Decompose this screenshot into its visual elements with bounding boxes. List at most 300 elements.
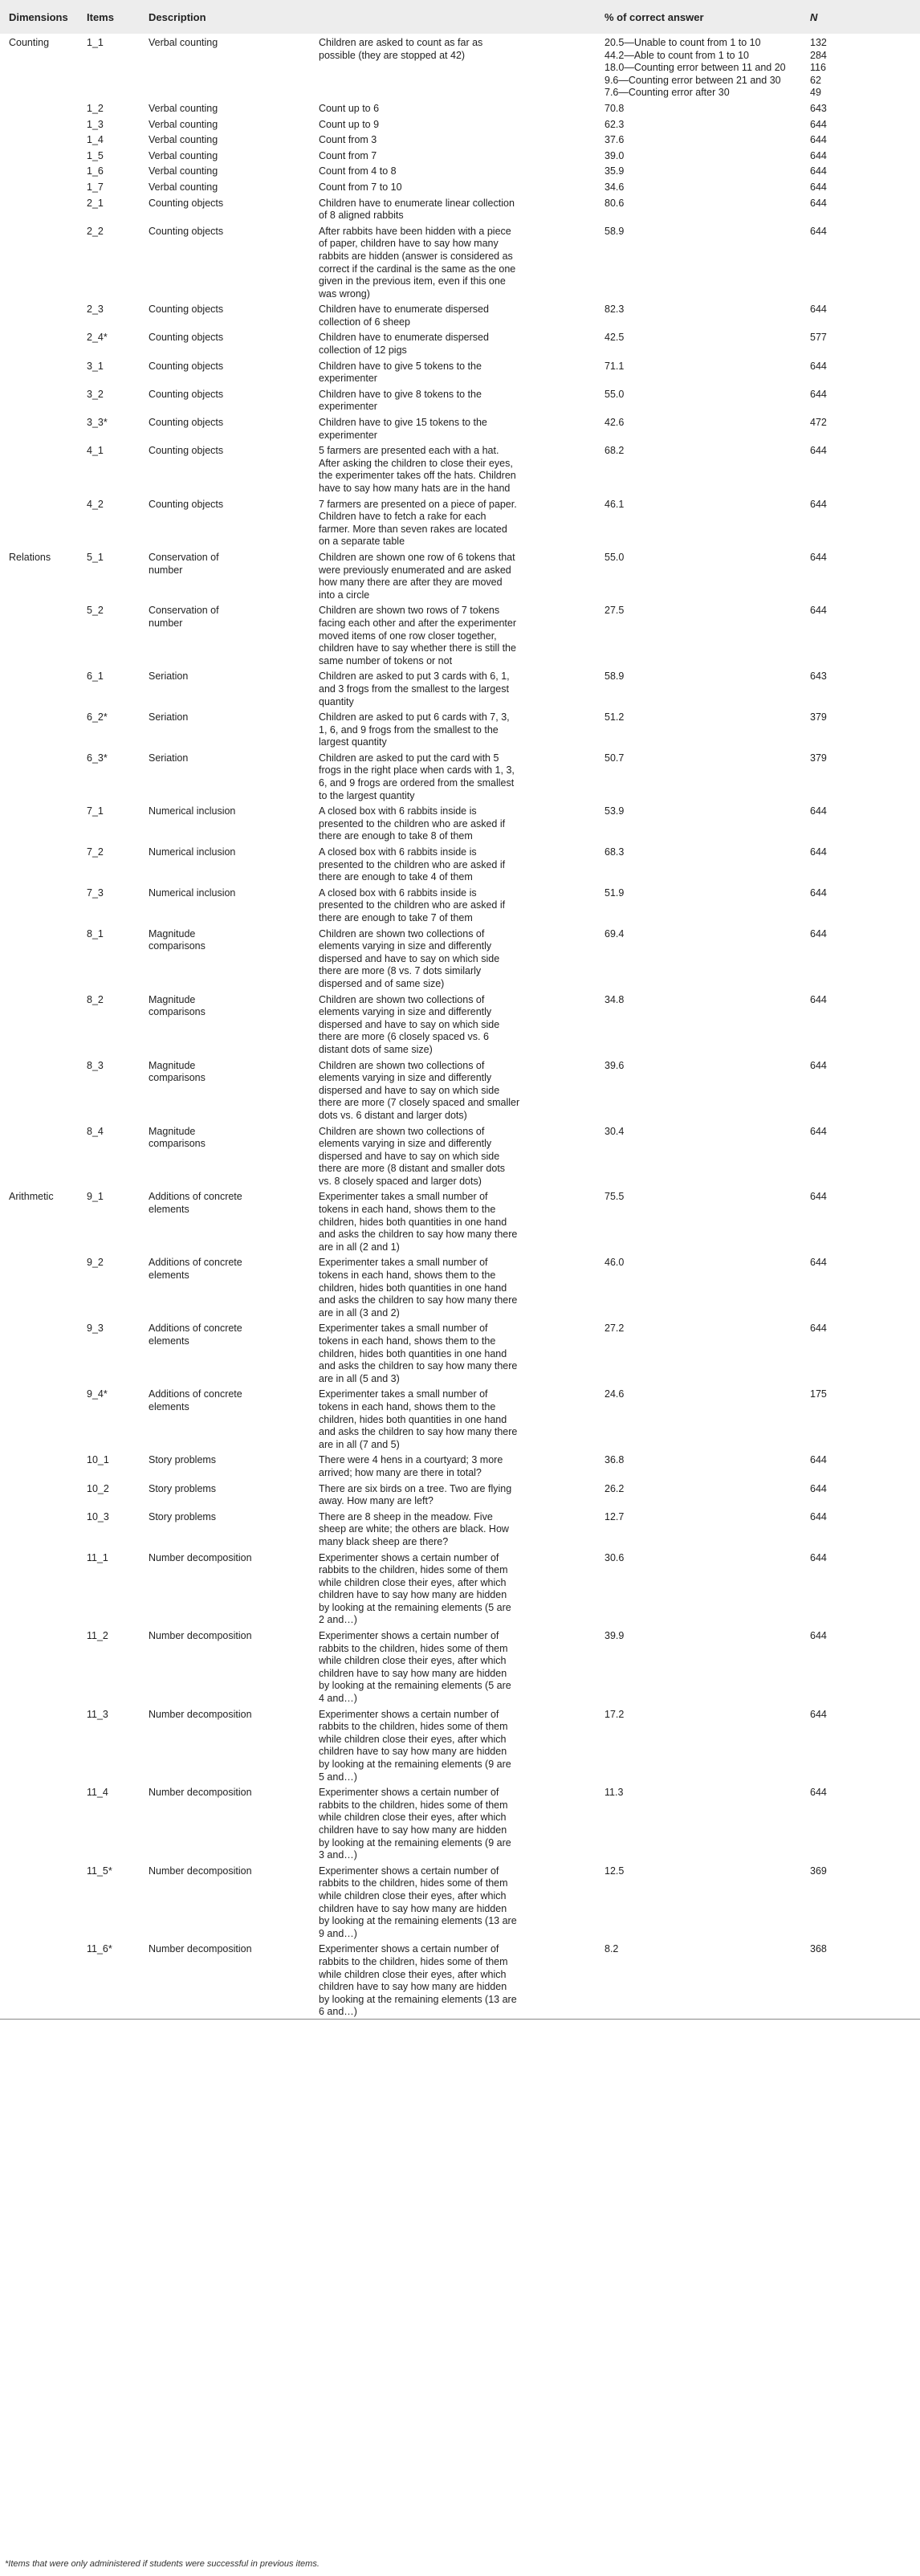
percent-correct-cell [596, 1253, 801, 1319]
n-cell-line: 644 [810, 304, 827, 316]
task-text-cell-line: Count from 7 to 10 [319, 181, 402, 193]
percent-correct-cell [596, 548, 801, 601]
dimension-cell [0, 884, 78, 925]
dimension-cell [0, 1253, 78, 1319]
task-text-cell [310, 385, 596, 414]
task-text-cell-line: tokens in each hand, shows them to the [319, 1204, 496, 1216]
description-cell: Verbal counting [149, 134, 218, 146]
description-cell: Verbal counting [149, 149, 218, 161]
item-cell: 5_2 [87, 605, 104, 617]
percent-correct-cell-line: 20.5—Unable to count from 1 to 10 [605, 37, 761, 48]
task-text-cell-line: dispersed and have to say on which side [319, 1084, 500, 1096]
n-cell-line: 644 [810, 993, 827, 1005]
item-cell: 1_3 [87, 118, 104, 130]
n-cell-line: 644 [810, 887, 827, 899]
task-text-cell-line: A closed box with 6 rabbits inside is [319, 805, 477, 817]
task-text-cell-line: Experimenter shows a certain number of [319, 1708, 499, 1720]
percent-correct-cell [596, 1319, 801, 1385]
n-cell-line: 577 [810, 332, 827, 344]
task-text-cell-line: while children close their eyes, after which [319, 1968, 507, 1980]
percent-correct-cell-line: 50.7 [605, 752, 625, 764]
task-text-cell-line: there are enough to take 4 of them [319, 871, 473, 883]
task-text-cell [310, 100, 596, 116]
task-text-cell [310, 802, 596, 843]
item-cell: 1_1 [87, 37, 104, 48]
item-cell: 3_1 [87, 360, 104, 372]
percent-correct-cell-line: 68.2 [605, 445, 625, 457]
task-text-cell [310, 1480, 596, 1508]
task-text-cell-line: frogs in the right place when cards with 1, 3, [319, 764, 515, 776]
percent-correct-cell-line: 58.9 [605, 670, 625, 683]
description-cell: Verbal counting [149, 181, 218, 193]
task-text-cell-line: Experimenter shows a certain number of [319, 1787, 499, 1799]
table-row [0, 1627, 920, 1706]
table-row [0, 843, 920, 884]
task-text-cell-line: there are more (6 closely spaced vs. 6 [319, 1031, 489, 1043]
description-cell: Counting objects [149, 360, 224, 372]
percent-correct-cell [596, 1057, 801, 1123]
task-text-cell-line: tokens in each hand, shows them to the [319, 1400, 496, 1412]
n-cell-line: 644 [810, 1257, 827, 1269]
description-cell: Number decomposition [149, 1787, 252, 1799]
task-text-cell-line: how many there are after they are moved [319, 577, 503, 589]
n-cell-line: 644 [810, 927, 827, 940]
task-text-cell-line: A closed box with 6 rabbits inside is [319, 887, 477, 899]
task-text-cell-line: children, hides both quantities in one hand [319, 1282, 507, 1294]
task-text-cell-line: while children close their eyes, after which [319, 1655, 507, 1667]
n-cell-line: 644 [810, 846, 827, 858]
task-text-cell [310, 925, 596, 991]
n-cell-line: 644 [810, 805, 827, 817]
percent-correct-cell-line: 17.2 [605, 1708, 625, 1720]
n-cell [801, 1508, 920, 1549]
dimension-cell [0, 1480, 78, 1508]
task-text-cell-line: children have to say how many are hidden [319, 1746, 507, 1758]
task-text-cell-line: the experimenter takes off the hats. Children [319, 470, 516, 482]
task-text-cell-line: elements varying in size and differently [319, 1138, 492, 1150]
item-cell: 2_3 [87, 304, 104, 316]
header-description: Description [140, 0, 310, 34]
task-text-cell-line: collection of 12 pigs [319, 344, 407, 357]
task-text-cell-line: Experimenter takes a small number of [319, 1323, 488, 1335]
item-cell: 1_5 [87, 149, 104, 161]
task-text-cell-line: After asking the children to close their eyes, [319, 457, 513, 469]
task-text-cell-line: 7 farmers are presented on a piece of paper. [319, 498, 517, 510]
n-cell [801, 1627, 920, 1706]
n-cell-line: 644 [810, 1454, 827, 1466]
n-cell [801, 884, 920, 925]
table-row [0, 357, 920, 385]
task-text-cell [310, 442, 596, 495]
task-text-cell [310, 222, 596, 301]
n-cell-line: 643 [810, 102, 827, 114]
percent-correct-cell-line: 80.6 [605, 197, 625, 209]
description-cell: Numerical inclusion [149, 846, 236, 858]
task-text-cell-line: Count from 4 to 8 [319, 165, 397, 177]
n-cell [801, 414, 920, 442]
table-row [0, 194, 920, 222]
n-cell [801, 1480, 920, 1508]
n-cell [801, 667, 920, 708]
task-text-cell-line: children have to say how many are hidden [319, 1667, 507, 1679]
task-text-cell-line: Children are shown two collections of [319, 1059, 485, 1071]
percent-correct-cell-line: 71.1 [605, 360, 625, 372]
header-dimensions: Dimensions [0, 0, 78, 34]
task-text-cell [310, 1508, 596, 1549]
task-text-cell [310, 884, 596, 925]
table-row [0, 708, 920, 749]
task-text-cell-line: and asks the children to say how many there [319, 1426, 518, 1438]
percent-correct-cell-line: 9.6—Counting error between 21 and 30 [605, 74, 781, 86]
item-cell: 2_1 [87, 197, 104, 209]
n-cell-line: 644 [810, 445, 827, 457]
task-text-cell-line: Children have to enumerate linear collection [319, 197, 515, 209]
percent-correct-cell-line: 7.6—Counting error after 30 [605, 87, 730, 99]
task-text-cell-line: Children are asked to put 3 cards with 6, 1, [319, 670, 510, 683]
description-cell: Magnitude comparisons [149, 927, 206, 952]
percent-correct-cell-line: 37.6 [605, 134, 625, 146]
task-text-cell-line: many black sheep are there? [319, 1535, 449, 1547]
task-text-cell [310, 1451, 596, 1479]
percent-correct-cell-line: 55.0 [605, 388, 625, 400]
header-percent-correct: % of correct answer [596, 0, 801, 34]
percent-correct-cell-line: 68.3 [605, 846, 625, 858]
task-text-cell-line: there are enough to take 8 of them [319, 830, 473, 842]
task-text-cell-line: children have to say how many are hidden [319, 1824, 507, 1836]
dimension-cell [0, 162, 78, 178]
item-cell: 8_2 [87, 993, 104, 1005]
task-text-cell-line: children, hides both quantities in one hand [319, 1347, 507, 1359]
percent-correct-cell [596, 1508, 801, 1549]
task-text-cell [310, 1188, 596, 1253]
percent-correct-cell-line: 12.5 [605, 1865, 625, 1877]
task-text-cell [310, 300, 596, 328]
percent-correct-cell [596, 1188, 801, 1253]
task-text-cell-line: while children close their eyes, after which [319, 1889, 507, 1901]
task-text-cell-line: There were 4 hens in a courtyard; 3 more [319, 1454, 503, 1466]
dimension-cell [0, 300, 78, 328]
description-cell: Verbal counting [149, 118, 218, 130]
table-row [0, 442, 920, 495]
item-cell: 4_2 [87, 498, 104, 510]
task-text-cell-line: There are 8 sheep in the meadow. Five [319, 1510, 493, 1522]
task-text-cell-line: largest quantity [319, 736, 387, 748]
dimension-cell [0, 1319, 78, 1385]
percent-correct-cell [596, 1549, 801, 1628]
dimension-cell [0, 802, 78, 843]
percent-correct-cell [596, 34, 801, 100]
task-text-cell-line: Children have to give 15 tokens to the [319, 417, 487, 429]
percent-correct-cell [596, 116, 801, 132]
percent-correct-cell-line: 36.8 [605, 1454, 625, 1466]
table-row [0, 667, 920, 708]
item-cell: 6_2* [87, 711, 108, 723]
n-cell [801, 843, 920, 884]
task-text-cell-line: elements varying in size and differently [319, 1072, 492, 1084]
percent-correct-cell [596, 162, 801, 178]
percent-correct-cell [596, 1627, 801, 1706]
description-cell: Magnitude comparisons [149, 1059, 206, 1084]
task-text-cell-line: and asks the children to say how many there [319, 1294, 518, 1306]
task-text-cell-line: 6 and…) [319, 2006, 357, 2018]
table-row [0, 1549, 920, 1628]
table-row [0, 1188, 920, 1253]
n-cell [801, 1940, 920, 2019]
task-text-cell-line: by looking at the remaining elements (9 are [319, 1836, 511, 1848]
n-cell [801, 147, 920, 163]
task-text-cell [310, 1783, 596, 1862]
description-cell: Number decomposition [149, 1551, 252, 1563]
description-cell: Verbal counting [149, 102, 218, 114]
n-cell-line: 643 [810, 670, 827, 683]
n-cell-line: 644 [810, 1630, 827, 1642]
task-text-cell-line: Experimenter shows a certain number of [319, 1943, 499, 1955]
n-cell [801, 1253, 920, 1319]
n-cell-line: 644 [810, 360, 827, 372]
task-text-cell [310, 194, 596, 222]
description-cell: Verbal counting [149, 165, 218, 177]
dimension-cell [0, 194, 78, 222]
item-cell: 7_2 [87, 846, 104, 858]
percent-correct-cell-line: 82.3 [605, 304, 625, 316]
task-text-cell-line: 2 and…) [319, 1614, 357, 1626]
task-text-cell-line: After rabbits have been hidden with a piece [319, 225, 511, 237]
percent-correct-cell [596, 385, 801, 414]
percent-correct-cell [596, 300, 801, 328]
item-cell: 11_1 [87, 1551, 108, 1563]
percent-correct-cell [596, 601, 801, 667]
task-text-cell-line: Children have to give 5 tokens to the [319, 360, 482, 372]
item-cell: 8_1 [87, 927, 104, 940]
description-cell: Story problems [149, 1482, 217, 1494]
task-text-cell-line: children have to say how many are hidden [319, 1589, 507, 1601]
task-text-cell-line: 9 and…) [319, 1927, 357, 1939]
table-row [0, 178, 920, 194]
n-cell-line: 644 [810, 1510, 827, 1522]
table-row [0, 131, 920, 147]
percent-correct-cell [596, 100, 801, 116]
task-text-cell-line: 5 and…) [319, 1771, 357, 1783]
task-text-cell-line: children have to say how many are hidden [319, 1902, 507, 1914]
percent-correct-cell [596, 194, 801, 222]
task-text-cell-line: are in all (3 and 2) [319, 1306, 400, 1319]
dimension-cell [0, 116, 78, 132]
percent-correct-cell-line: 51.9 [605, 887, 625, 899]
n-cell-line: 644 [810, 1787, 827, 1799]
task-text-cell-line: tokens in each hand, shows them to the [319, 1270, 496, 1282]
description-cell: Counting objects [149, 498, 224, 510]
description-cell: Seriation [149, 752, 189, 764]
task-text-cell-line: tokens in each hand, shows them to the [319, 1335, 496, 1347]
task-text-cell [310, 1706, 596, 1784]
percent-correct-cell-line: 26.2 [605, 1482, 625, 1494]
n-cell [801, 328, 920, 357]
dimension-cell [0, 100, 78, 116]
task-text-cell-line: children, hides both quantities in one hand [319, 1216, 507, 1228]
task-text-cell-line: there are more (8 distant and smaller dots [319, 1163, 506, 1175]
task-text-cell-line: Children are shown one row of 6 tokens that [319, 551, 515, 563]
task-text-cell-line: Count from 7 [319, 149, 377, 161]
n-cell [801, 116, 920, 132]
item-cell: 10_2 [87, 1482, 109, 1494]
task-text-cell-line: 5 farmers are presented each with a hat. [319, 445, 499, 457]
n-cell [801, 1549, 920, 1628]
task-text-cell-line: rabbits to the children, hides some of them [319, 1564, 508, 1576]
item-cell: 8_3 [87, 1059, 104, 1071]
n-cell-line: 379 [810, 711, 827, 723]
task-text-cell-line: sheep are white; the others are black. How [319, 1523, 509, 1535]
table-row [0, 1862, 920, 1941]
item-cell: 11_5* [87, 1865, 112, 1877]
task-text-cell-line: 6, and 9 frogs are ordered from the smallest [319, 777, 515, 789]
table-row [0, 884, 920, 925]
header-n: N [801, 0, 920, 34]
percent-correct-cell [596, 1451, 801, 1479]
percent-correct-cell-line: 55.0 [605, 551, 625, 563]
n-cell [801, 34, 920, 100]
dimension-cell [0, 1706, 78, 1784]
n-cell-line: 644 [810, 551, 827, 563]
task-text-cell-line: 1, 6, and 9 frogs from the smallest to the [319, 723, 499, 736]
task-text-cell [310, 116, 596, 132]
task-text-cell-line: of paper, children have to say how many [319, 238, 499, 250]
n-cell-line: 644 [810, 1708, 827, 1720]
table-row [0, 1508, 920, 1549]
percent-correct-cell [596, 884, 801, 925]
task-text-cell-line: while children close their eyes, after which [319, 1812, 507, 1824]
n-cell-line: 644 [810, 181, 827, 193]
table-row [0, 991, 920, 1057]
task-text-cell-line: while children close their eyes, after which [319, 1733, 507, 1745]
n-cell-line: 644 [810, 197, 827, 209]
task-text-cell-line: given in the previous item, even if this one [319, 275, 506, 287]
percent-correct-cell [596, 1480, 801, 1508]
percent-correct-cell [596, 1783, 801, 1862]
item-cell: 11_4 [87, 1787, 108, 1799]
task-text-cell-line: there are enough to take 7 of them [319, 912, 473, 923]
n-cell-line: 644 [810, 1482, 827, 1494]
dimension-cell [0, 925, 78, 991]
percent-correct-cell-line: 12.7 [605, 1510, 625, 1522]
n-cell-line: 644 [810, 165, 827, 177]
dimension-cell [0, 147, 78, 163]
task-text-cell-line: correct if the cardinal is the same as the one [319, 263, 516, 275]
table-row [0, 100, 920, 116]
item-cell: 2_2 [87, 225, 104, 237]
task-text-cell-line: elements varying in size and differently [319, 940, 492, 952]
task-text-cell [310, 991, 596, 1057]
task-text-cell-line: children have to say whether there is still the [319, 642, 516, 654]
n-cell-line: 132 [810, 37, 827, 48]
n-cell-line: 644 [810, 498, 827, 510]
n-cell [801, 925, 920, 991]
task-text-cell-line: experimenter [319, 401, 377, 413]
task-text-cell [310, 1862, 596, 1941]
task-text-cell-line: there are more (8 vs. 7 dots similarly [319, 965, 482, 977]
dimension-cell [0, 222, 78, 301]
percent-correct-cell-line: 35.9 [605, 165, 625, 177]
task-text-cell [310, 162, 596, 178]
task-text-cell-line: 4 and…) [319, 1693, 357, 1705]
dimension-cell [0, 1627, 78, 1706]
task-text-cell-line: Children are shown two rows of 7 tokens [319, 605, 500, 617]
percent-correct-cell-line: 53.9 [605, 805, 625, 817]
percent-correct-cell-line: 11.3 [605, 1787, 624, 1799]
task-text-cell [310, 749, 596, 802]
n-cell-line: 116 [810, 62, 826, 74]
task-text-cell-line: Experimenter takes a small number of [319, 1257, 488, 1269]
table-row [0, 1319, 920, 1385]
table-row [0, 1123, 920, 1188]
description-cell: Number decomposition [149, 1630, 252, 1642]
task-text-cell [310, 1123, 596, 1188]
description-cell: Additions of concrete elements [149, 1388, 242, 1412]
dimension-cell: Arithmetic [9, 1191, 54, 1203]
description-cell: Additions of concrete elements [149, 1191, 242, 1216]
task-text-cell-line: by looking at the remaining elements (5 are [319, 1601, 511, 1613]
task-text-cell-line: and 3 frogs from the smallest to the largest [319, 683, 509, 695]
task-text-cell-line: Children have to fetch a rake for each [319, 511, 486, 523]
n-cell-line: 644 [810, 149, 827, 161]
task-text-cell-line: Experimenter takes a small number of [319, 1191, 488, 1203]
item-cell: 7_1 [87, 805, 104, 817]
task-text-cell-line: rabbits to the children, hides some of them [319, 1721, 508, 1733]
dimension-cell [0, 843, 78, 884]
table-row [0, 385, 920, 414]
task-text-cell-line: farmer. More than seven rakes are located [319, 523, 507, 535]
n-cell [801, 1706, 920, 1784]
n-cell [801, 708, 920, 749]
dimension-cell [0, 667, 78, 708]
percent-correct-cell-line: 8.2 [605, 1943, 619, 1955]
task-text-cell-line: and asks the children to say how many there [319, 1229, 518, 1241]
task-text-cell-line: and asks the children to say how many there [319, 1360, 518, 1372]
description-cell: Additions of concrete elements [149, 1323, 242, 1347]
task-text-cell-line: possible (they are stopped at 42) [319, 49, 466, 61]
task-text-cell-line: are in all (5 and 3) [319, 1372, 400, 1384]
task-text-cell-line: Experimenter takes a small number of [319, 1388, 488, 1400]
percent-correct-cell-line: 51.2 [605, 711, 625, 723]
task-text-cell-line: Children are asked to count as far as [319, 37, 483, 48]
n-cell [801, 194, 920, 222]
task-text-cell-line: there are more (7 closely spaced and smaller [319, 1097, 520, 1109]
task-text-cell-line: rabbits to the children, hides some of them [319, 1955, 508, 1967]
task-text-cell-line: Children are shown two collections of [319, 1125, 485, 1137]
n-cell-line: 644 [810, 388, 827, 400]
item-cell: 1_2 [87, 102, 104, 114]
task-text-cell-line: are in all (7 and 5) [319, 1438, 400, 1450]
n-cell [801, 802, 920, 843]
n-cell [801, 548, 920, 601]
task-text-cell [310, 1549, 596, 1628]
task-text-cell-line: rabbits are hidden (answer is considered as [319, 250, 513, 262]
percent-correct-cell [596, 328, 801, 357]
table-row [0, 925, 920, 991]
task-text-cell-line: Experimenter shows a certain number of [319, 1630, 499, 1642]
table-row [0, 1385, 920, 1451]
task-text-cell-line: rabbits to the children, hides some of them [319, 1799, 508, 1811]
task-text-cell-line: presented to the children who are asked if [319, 858, 506, 870]
n-cell [801, 222, 920, 301]
n-cell [801, 1385, 920, 1451]
percent-correct-cell-line: 34.8 [605, 993, 625, 1005]
task-text-cell-line: 3 and…) [319, 1849, 357, 1861]
dimension-cell [0, 991, 78, 1057]
item-cell: 9_1 [87, 1191, 104, 1203]
task-text-cell-line: same number of tokens or not [319, 654, 453, 666]
header-items: Items [78, 0, 140, 34]
task-text-cell-line: Children have to enumerate dispersed [319, 304, 489, 316]
